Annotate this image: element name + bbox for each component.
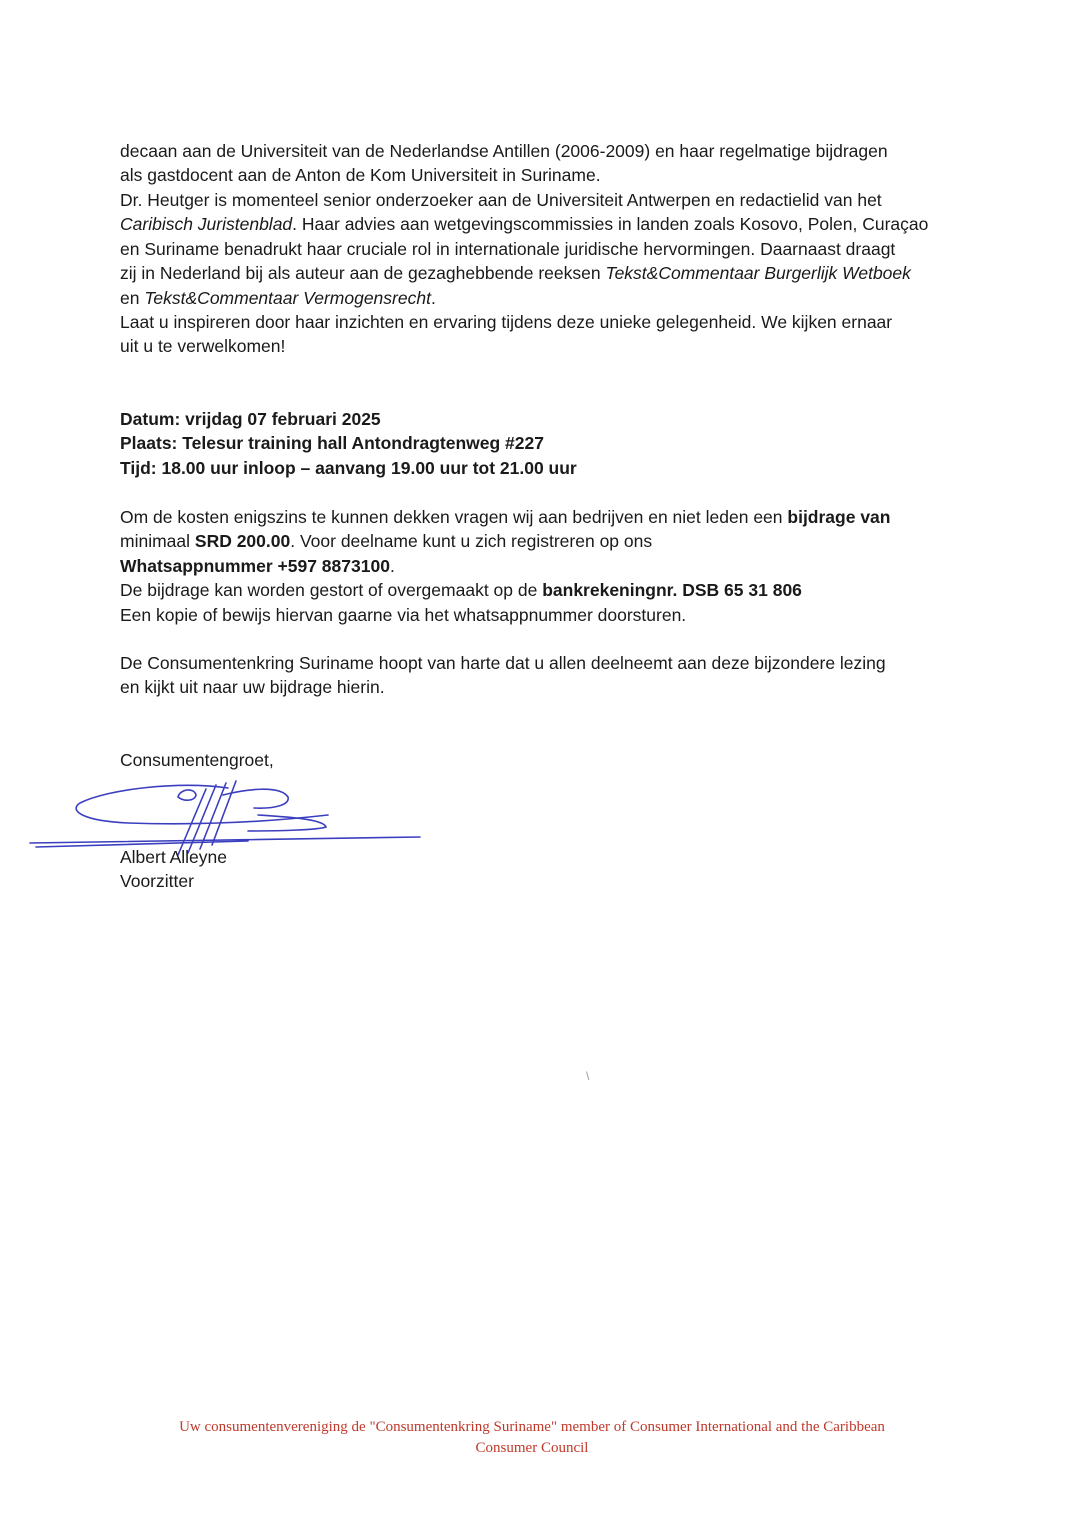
text-line [120, 261, 960, 285]
footer [0, 1417, 1064, 1459]
series-title: Tekst&Commentaar Vermogensrecht [144, 287, 431, 308]
footer-line: Consumer Council [475, 1440, 589, 1456]
text-line [120, 212, 960, 236]
journal-title: Caribisch Juristenblad [120, 214, 293, 235]
text-line [120, 505, 960, 529]
event-time: Tijd: 18.00 uur inloop – aanvang 19.00 uur tot 21.00 uur [120, 457, 577, 478]
text-line: Dr. Heutger is momenteel senior onderzoeker aan de Universiteit Antwerpen en redactielid van het [120, 190, 882, 210]
text-span: minimaal [120, 531, 195, 552]
text-line [120, 286, 960, 310]
text-line: decaan aan de Universiteit van de Nederlandse Antillen (2006-2009) en haar regelmatige bijdragen [120, 141, 888, 161]
footer-line: Uw consumentenvereniging de "Consumentenkring Suriname" member of Consumer International and the Caribbean [179, 1419, 885, 1435]
text-span: De bijdrage kan worden gestort of overgemaakt op de [120, 580, 543, 601]
text-line [120, 529, 960, 553]
signatory-name: Albert Alleyne [120, 847, 228, 867]
closing-paragraph [120, 651, 960, 700]
bank-account: bankrekeningnr. DSB 65 31 806 [542, 580, 802, 601]
text-line: als gastdocent aan de Anton de Kom Universiteit in Suriname. [120, 165, 601, 186]
event-date: Datum: vrijdag 07 februari 2025 [120, 409, 381, 429]
text-line: De Consumentenkring Suriname hoopt van harte dat u allen deelneemt aan deze bijzondere lezing [120, 653, 886, 673]
whatsapp-number: Whatsappnummer +597 8873100 [120, 555, 390, 576]
greeting [120, 748, 960, 772]
text-span: . [430, 287, 436, 308]
text-line: en kijkt uit naar uw bijdrage hierin. [120, 677, 385, 698]
biography-paragraph [120, 188, 960, 310]
signatory-title: Voorzitter [120, 871, 194, 892]
event-details [120, 407, 960, 480]
text-span: . [389, 555, 395, 576]
text-span: . Voor deelname kunt u zich registreren op ons [290, 531, 653, 552]
text-span: en [120, 287, 145, 308]
greeting-text: Consumentengroet, [120, 750, 274, 770]
contribution-label: bijdrage van [787, 507, 891, 527]
signatory [120, 845, 960, 894]
text-span: . Haar advies aan wetgevingscommissies in landen zoals Kosovo, Polen, Curaçao [292, 214, 929, 235]
text-line: en Suriname benadrukt haar cruciale rol in internationale juridische hervormingen. Daarnaast draagt [120, 238, 896, 259]
text-line: Laat u inspireren door haar inzichten en ervaring tijdens deze unieke gelegenheid. We kijken ernaar [120, 312, 893, 332]
text-line: Een kopie of bewijs hiervan gaarne via het whatsappnummer doorsturen. [120, 604, 687, 625]
text-span: Om de kosten enigszins te kunnen dekken vragen wij aan bedrijven en niet leden een [120, 507, 788, 527]
text-line: uit u te verwelkomen! [120, 336, 286, 357]
payment-paragraph [120, 505, 960, 627]
event-location: Plaats: Telesur training hall Antondragtenweg #227 [120, 433, 544, 454]
invitation-paragraph [120, 310, 960, 359]
scan-speck: \ [586, 1069, 590, 1083]
intro-paragraph [120, 139, 960, 188]
contribution-amount: SRD 200.00 [194, 531, 291, 552]
text-line [120, 554, 960, 578]
text-span: zij in Nederland bij als auteur aan de gezaghebbende reeksen [120, 263, 606, 284]
text-line [120, 578, 960, 602]
series-title: Tekst&Commentaar Burgerlijk Wetboek [605, 263, 911, 284]
